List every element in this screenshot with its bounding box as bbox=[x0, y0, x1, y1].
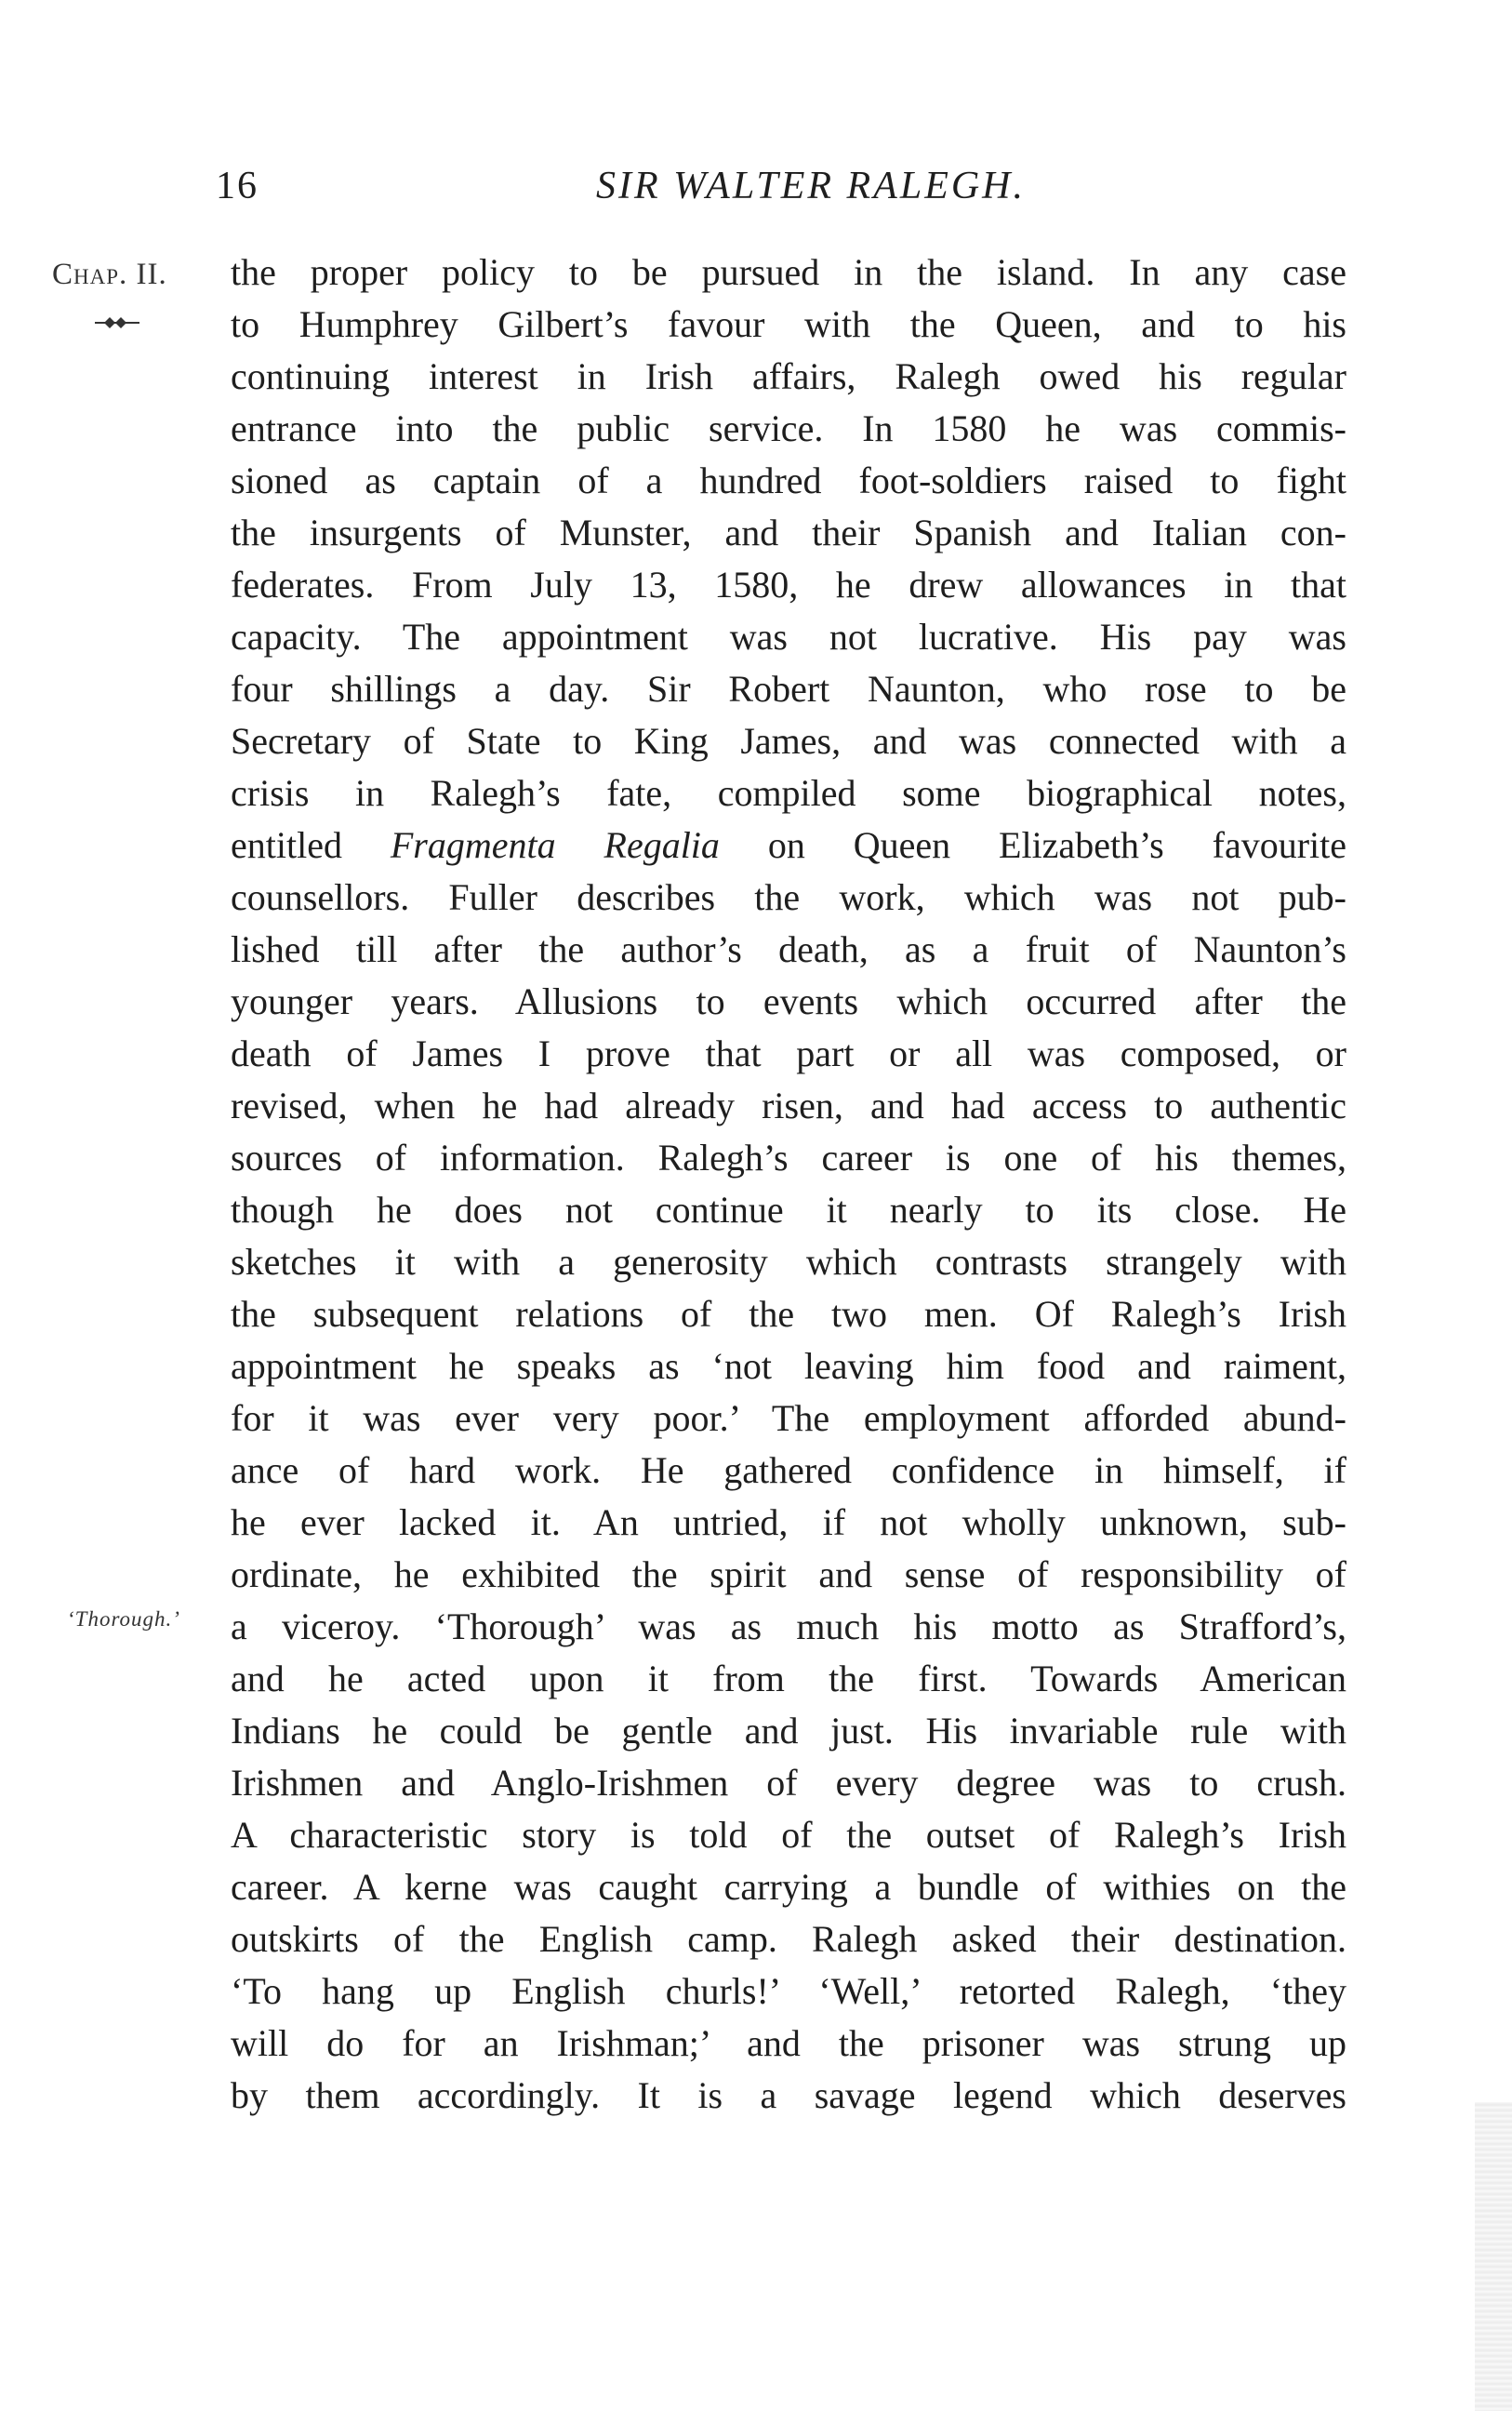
text-line: sioned as captain of a hundred foot-soldiers raised to fight bbox=[231, 460, 1346, 501]
text-line: will do for an Irishman;’ and the prisoner was strung up bbox=[231, 2022, 1346, 2064]
text-line: though he does not continue it nearly to its close. He bbox=[231, 1189, 1346, 1231]
text-line: continuing interest in Irish affairs, Ralegh owed his regular bbox=[231, 355, 1346, 397]
ornament-icon bbox=[95, 313, 139, 332]
thorough-sidenote: ‘Thorough.’ bbox=[67, 1607, 180, 1631]
text-line: entrance into the public service. In 1580 he was commis- bbox=[231, 407, 1346, 449]
text-fragment: entitled bbox=[231, 824, 391, 866]
text-line: outskirts of the English camp. Ralegh asked their destination. bbox=[231, 1918, 1346, 1960]
text-line: the subsequent relations of the two men. Of Ralegh’s Irish bbox=[231, 1293, 1346, 1335]
text-line: ance of hard work. He gathered confidence in himself, if bbox=[231, 1449, 1346, 1491]
text-line: ‘To hang up English churls!’ ‘Well,’ retorted Ralegh, ‘they bbox=[231, 1970, 1346, 2012]
text-line-with-italic bbox=[231, 819, 1346, 872]
text-line: A characteristic story is told of the outset of Ralegh’s Irish bbox=[231, 1814, 1346, 1856]
italic-title: Fragmenta Regalia bbox=[390, 824, 720, 866]
text-line: a viceroy. ‘Thorough’ was as much his motto as Strafford’s, bbox=[231, 1605, 1346, 1647]
chapter-sidenote: Chap. II. bbox=[52, 258, 167, 291]
page-header bbox=[216, 160, 1350, 212]
text-line: younger years. Allusions to events which occurred after the bbox=[231, 980, 1346, 1022]
text-fragment: on Queen Elizabeth’s favourite bbox=[719, 824, 1347, 866]
text-line: the insurgents of Munster, and their Spanish and Italian con- bbox=[231, 512, 1346, 553]
text-line: Indians he could be gentle and just. His invariable rule with bbox=[231, 1710, 1346, 1752]
text-line: career. A kerne was caught carrying a bundle of withies on the bbox=[231, 1866, 1346, 1908]
text-line: sources of information. Ralegh’s career is one of his themes, bbox=[231, 1137, 1346, 1179]
page-number: 16 bbox=[216, 165, 259, 207]
text-line: counsellors. Fuller describes the work, which was not pub- bbox=[231, 876, 1346, 918]
text-line: crisis in Ralegh’s fate, compiled some biographical notes, bbox=[231, 772, 1346, 814]
text-line: to Humphrey Gilbert’s favour with the Queen, and to his bbox=[231, 303, 1346, 345]
page-edge-stain bbox=[1475, 2102, 1512, 2411]
text-line: four shillings a day. Sir Robert Naunton, who rose to be bbox=[231, 668, 1346, 710]
text-line: revised, when he had already risen, and had access to authentic bbox=[231, 1085, 1346, 1126]
text-line: appointment he speaks as ‘not leaving him food and raiment, bbox=[231, 1345, 1346, 1387]
text-line: Irishmen and Anglo-Irishmen of every degree was to crush. bbox=[231, 1762, 1346, 1804]
text-line: lished till after the author’s death, as a fruit of Naunton’s bbox=[231, 928, 1346, 970]
text-line: he ever lacked it. An untried, if not wholly unknown, sub- bbox=[231, 1501, 1346, 1543]
text-line: and he acted upon it from the first. Towards American bbox=[231, 1658, 1346, 1699]
text-line: federates. From July 13, 1580, he drew allowances in that bbox=[231, 564, 1346, 606]
text-line: ordinate, he exhibited the spirit and sense of responsibility of bbox=[231, 1553, 1346, 1595]
text-line: Secretary of State to King James, and was connected with a bbox=[231, 720, 1346, 762]
running-title: SIR WALTER RALEGH. bbox=[595, 165, 1027, 207]
body-text bbox=[231, 246, 1346, 2122]
text-line: by them accordingly. It is a savage legend which deserves bbox=[231, 2074, 1346, 2116]
text-line: the proper policy to be pursued in the island. In any case bbox=[231, 251, 1346, 293]
text-line: sketches it with a generosity which contrasts strangely with bbox=[231, 1241, 1346, 1283]
text-line: capacity. The appointment was not lucrative. His pay was bbox=[231, 616, 1346, 658]
text-line: death of James I prove that part or all was composed, or bbox=[231, 1032, 1346, 1074]
text-line: for it was ever very poor.’ The employment afforded abund- bbox=[231, 1397, 1346, 1439]
